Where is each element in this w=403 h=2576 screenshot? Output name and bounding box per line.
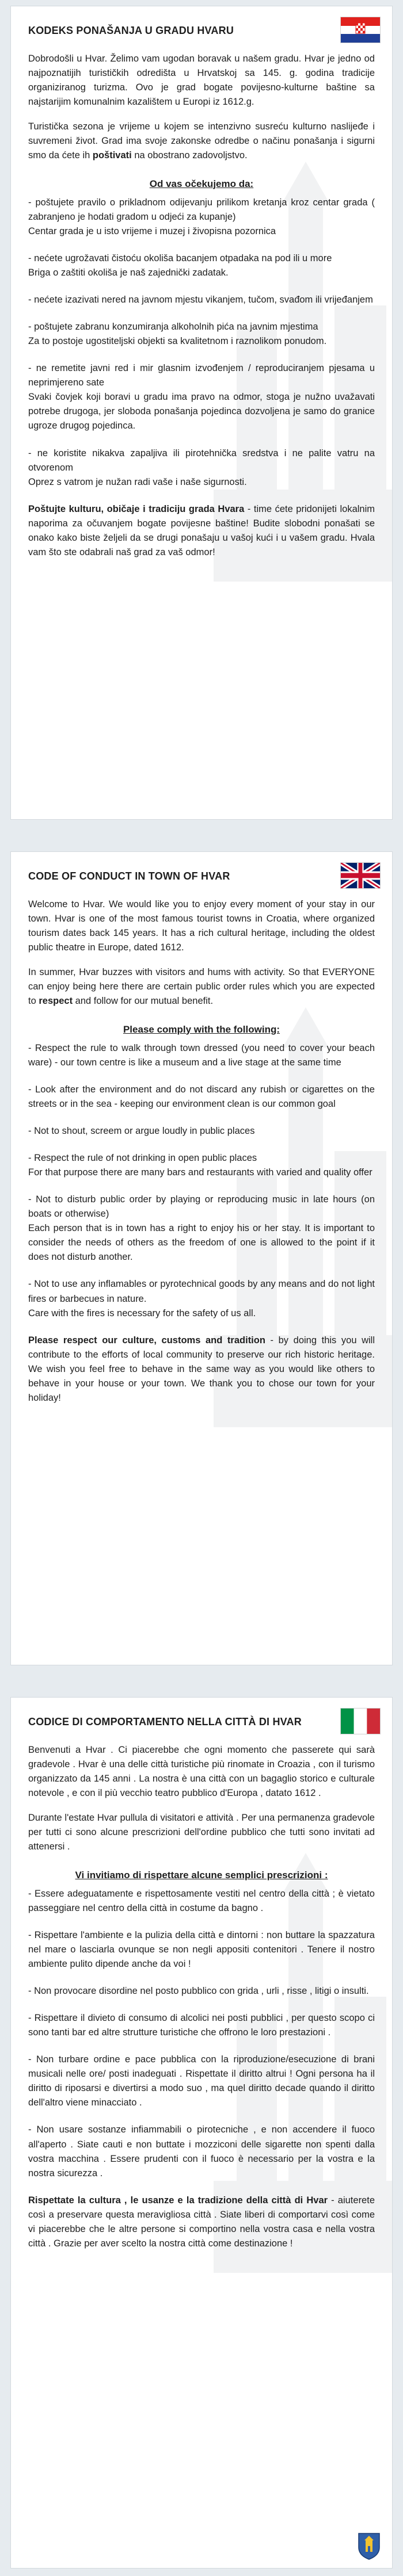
rule-item: - Rispettare l'ambiente e la pulizia della città e dintorni : non buttare la spazzatura nel mare o lasciarla ovunque se non negli appositi contenitori . Tenere il nostro ambiente pulito dipende anche da voi ! (28, 1929, 375, 1969)
rules-heading: Vi invitiamo di rispettare alcune semplici prescrizioni : (75, 1869, 328, 1881)
intro-paragraph: Benvenuti a Hvar . Ci piacerebbe che ogni momento che passerete qui sarà gradevole . Hvar è una delle città turistiche più rinomate in Croazia , con il turismo organizzato da 145 anni . La nostra è una città con un bagaglio storico e culturale notevole , e con il più vecchio teatro pubblico d'Europa , datato 1612 . (28, 1745, 375, 1799)
intro-paragraph: Turistička sezona je vrijeme u kojem se intenzivno susreću kulturno naslijeđe i suvremeni život. Grad ima svoje zakonske odredbe o načinu ponašanja i sigurni smo da ćete ih poštivati na obostrano zadovoljstvo. (28, 121, 375, 161)
rule-item: - Not to shout, screem or argue loudly in public places (28, 1125, 255, 1136)
intro-paragraph: In summer, Hvar buzzes with visitors and hums with activity. So that EVERYONE can enjoy being here there are certain public order rules which you are expected to respect and follow for our mutual benefit. (28, 967, 375, 1007)
section-title: KODEKS PONAŠANJA U GRADU HVARU (28, 25, 234, 36)
rule-item: - ne remetite javni red i mir glasnim izvođenjem / reproduciranjem pjesama u neprimjereno sate Svaki čovjek koji boravi u gradu ima pravo na odmor, stoga je nužno uvažavati potrebe drugoga, jer sloboda ponašanja pojedinca dozvoljena je samo do granice ugroze drugog pojedinca. (28, 363, 375, 431)
rule-item: - Not to disturb public order by playing or reproducing music in late hours (on boats or otherwise) Each person that is in town has a right to enjoy his or her stay. It is important to consider the needs of others as the freedom of one is allowed to the point if it does not disturb another. (28, 1194, 375, 1263)
rule-item: - poštujete zabranu konzumiranja alkoholnih pića na javnim mjestima Za to postoje ugostiteljski objekti sa kvalitetnom i raznolikom ponudom. (28, 322, 327, 347)
rule-item: - Essere adeguatamente e rispettosamente vestiti nel centro della città ; è vietato passeggiare nel centro della città in costume da bagno . (28, 1888, 375, 1913)
rule-item: - Not to use any inflamables or pyrotechnical goods by any means and do not light fires or barbecues in nature. Care with the fires is necessary for the safety of us all. (28, 1279, 375, 1318)
closing-paragraph: Poštujte kulturu, običaje i tradiciju grada Hvara - time ćete pridonijeti lokalnim naporima za očuvanjem bogate povijesne baštine! Budite slobodni ponašati se onako kako biste željeli da se drugi ponašaju u vašoj kući i u vašem gradu. Hvala vam što ste odabrali naš grad za vaš odmor! (28, 503, 375, 558)
rule-item: - Respect the rule to walk through town dressed (you need to cover your beach ware) - our town centre is like a museum and a live stage at the same time (28, 1042, 375, 1068)
section-croatian (10, 6, 393, 820)
intro-paragraph: Welcome to Hvar. We would like you to enjoy every moment of your stay in our town. Hvar is one of the most famous tourist towns in Croatia, where organized tourism dates back 145 years. It has a rich cultural heritage, including the oldest public theatre in Europe, dated 1612. (28, 899, 375, 953)
intro-paragraph: Durante l'estate Hvar pullula di visitatori e attività . Per una permanenza gradevole per tutti ci sono alcune prescrizioni dell'ordine pubblico che tutti sono invitati ad attenersi . (28, 1813, 375, 1852)
rule-item: - Look after the environment and do not discard any rubish or cigarettes on the streets or in the sea - keeping our environment clean is our common goal (28, 1084, 375, 1109)
rule-item: - poštujete pravilo o prikladnom odijevanju prilikom kretanja kroz centar grada ( zabranjeno je hodati gradom u odjeći za kupanje) Centar grada je u isto vrijeme i muzej i živopisna pozornica (28, 197, 375, 236)
hvar-coat-of-arms-icon (358, 2532, 381, 2560)
rule-item: - Rispettare il divieto di consumo di alcolici nei posti pubblici , per questo scopo ci sono tanti bar ed altre strutture turistiche che offrono le loro prestazioni . (28, 2013, 375, 2038)
rule-item: - Non usare sostanze infiammabili o pirotecniche , e non accendere il fuoco all'aperto . Siate cauti e non buttate i mozziconi delle sigarette non spenti dalla vostra macchina . Essere prudenti con il fuoco è necessario per la vostra e la nostra sicurezza . (28, 2124, 375, 2178)
section-italian (10, 1697, 393, 2569)
rule-item: - nećete izazivati nered na javnom mjestu vikanjem, tučom, svađom ili vrijeđanjem (28, 294, 373, 305)
rule-item: - Non turbare ordine e pace pubblica con la riproduzione/esecuzione di brani musicali nelle ore/ posti inadeguati . Rispettate il diritto altrui ! Ogni persona ha il diritto di riposarsi e divertirsi a modo suo , ma quel diritto decade quando il diritto dell'altro viene minacciato . (28, 2054, 375, 2108)
closing-paragraph: Please respect our culture, customs and tradition - by doing this you will contribute to the efforts of local community to preserve our rich historic heritage. We wish you feel free to behave in the same way as you would like others to behave in your house or your town. We thank you to chose our town for your holiday! (28, 1335, 375, 1404)
rules-heading: Please comply with the following: (123, 1023, 280, 1035)
section-title: CODICE DI COMPORTAMENTO NELLA CITTÀ DI HVAR (28, 1716, 302, 1727)
section-title: CODE OF CONDUCT IN TOWN OF HVAR (28, 870, 230, 882)
rule-item: - nećete ugrožavati čistoću okoliša bacanjem otpadaka na pod ili u more Briga o zaštiti okoliša je naš zajednički zadatak. (28, 253, 332, 278)
rules-heading: Od vas očekujemo da: (149, 178, 254, 189)
intro-paragraph: Dobrodošli u Hvar. Želimo vam ugodan boravak u našem gradu. Hvar je jedno od najpoznatijih turističkih odredišta u Hrvatskoj sa 145. g. godina tradicije organiziranog turizma. Ovo je grad bogate povijesno-kulturne baštine sa najstarijim komunalnim kazalištem u Europi iz 1612.g. (28, 53, 375, 108)
rule-item: - Non provocare disordine nel posto pubblico con grida , urli , risse , litigi o insulti. (28, 1985, 369, 1996)
rule-item: - ne koristite nikakva zapaljiva ili pirotehnička sredstva i ne palite vatru na otvorenom Oprez s vatrom je nužan radi vaše i naše sigurnosti. (28, 448, 375, 487)
section-english (10, 851, 393, 1665)
rule-item: - Respect the rule of not drinking in open public places For that purpose there are many bars and restaurants with varied and quality offer (28, 1152, 372, 1178)
closing-paragraph: Rispettate la cultura , le usanze e la tradizione della città di Hvar - aiuterete così a preservare questa meravigliosa città . Siate liberi di comportarvi così come vi piacerebbe che le altre persone si comportino nella vostra casa e nella vostra città . Grazie per aver scelto la nostra città come destinazione ! (28, 2195, 375, 2249)
